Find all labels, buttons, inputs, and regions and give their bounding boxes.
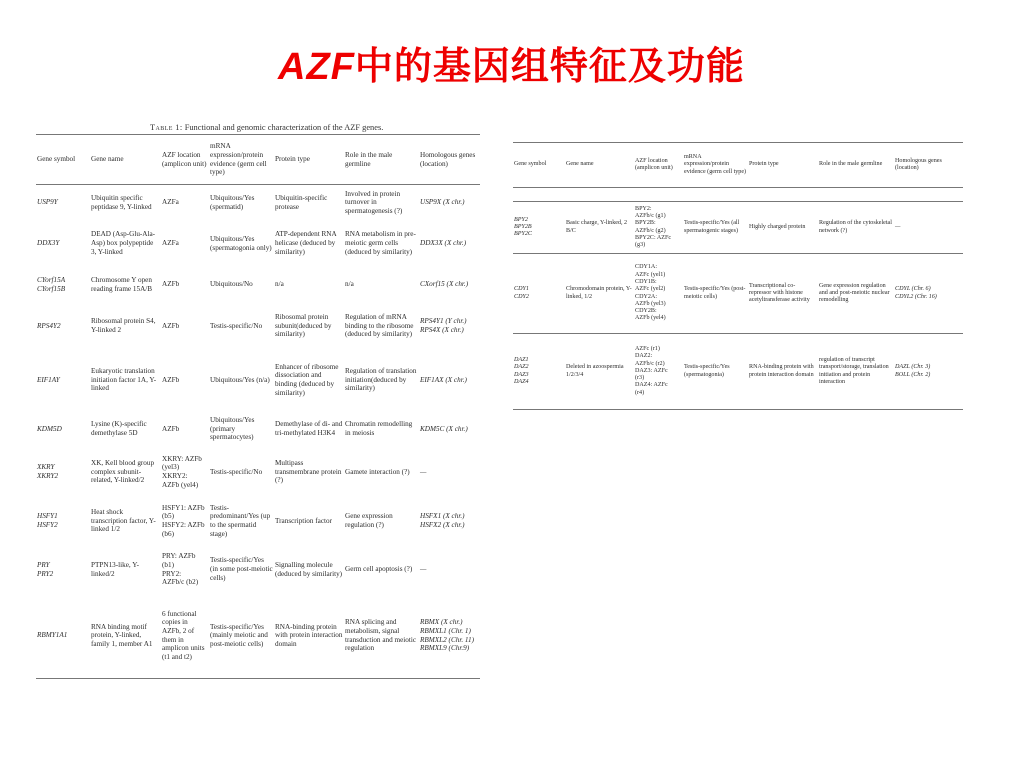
- location-line: BPY2C: AZFc: [635, 234, 672, 241]
- location-line: (b1): [162, 560, 174, 569]
- cell-homolog: [894, 334, 963, 410]
- homolog-line: DDX3X (X chr.): [420, 239, 467, 248]
- table-row: [36, 497, 480, 546]
- cell-homolog: [419, 185, 480, 221]
- cell-location: [634, 202, 683, 254]
- cell-name: PTPN13-like, Y-linked/2: [91, 560, 140, 578]
- cell-role: RNA metabolism in pre-meiotic germ cells (deduced by similarity): [345, 230, 416, 256]
- symbol-line: CYorf15B: [37, 284, 66, 293]
- cell-name: Chromodomain protein, Y-linked, 1/2: [566, 286, 632, 300]
- cell-homolog: [419, 497, 480, 546]
- table-row: [36, 594, 480, 679]
- symbol-line: DAZ1: [514, 356, 529, 363]
- location-line: DAZ4: AZFc: [635, 382, 668, 389]
- cell-expression: Testis-specific/No: [210, 467, 263, 476]
- cell-protein: Demethylase of di- and tri-methylated H3K4: [275, 420, 343, 437]
- cell-location: [161, 303, 209, 350]
- cell-role: Gene expression regulation (?): [345, 512, 393, 529]
- cell-expression: Ubiquitous/Yes (primary spermatocytes): [210, 415, 255, 442]
- cell-role: Gamete interaction (?): [345, 467, 410, 476]
- symbol-line: DDX3Y: [37, 239, 60, 248]
- symbol-line: RPS4Y2: [37, 321, 61, 330]
- role-header: Role in the male germline: [819, 161, 883, 168]
- location-line: AZFa: [162, 198, 179, 207]
- symbol-line: DAZ3: [514, 371, 529, 378]
- location-line: (r3): [635, 375, 645, 382]
- table-header-row: [513, 143, 963, 188]
- cell-name: Eukaryotic translation initiation factor 1A, Y-linked: [91, 366, 157, 393]
- table-row: [36, 267, 480, 303]
- cell-location: [161, 546, 209, 594]
- cell-symbol: [36, 411, 90, 448]
- location-line: AZFb (yel3): [635, 300, 666, 307]
- location-line: AZFb: [162, 424, 180, 433]
- location-line: AZFc (r1): [635, 345, 660, 352]
- cell-symbol: [36, 546, 90, 594]
- cell-name: XK, Kell blood group complex subunit-related, Y-linked/2: [91, 458, 155, 485]
- cell-symbol: [36, 303, 90, 350]
- location-line: AZFb/c (r2): [635, 360, 665, 367]
- symbol-line: HSFY2: [37, 521, 58, 529]
- homolog-line: KDM5C (X chr.): [420, 424, 468, 433]
- location-line: HSFY1: AZFb: [162, 503, 205, 512]
- cell-role: Involved in protein turnover in spermatogenesis (?): [345, 189, 403, 216]
- symbol-line: PRY2: [37, 569, 54, 578]
- location-line: CDY2A:: [635, 293, 658, 300]
- cell-location: [634, 334, 683, 410]
- cell-homolog: [419, 411, 480, 448]
- cell-name: Ribosomal protein S4, Y-linked 2: [91, 317, 156, 334]
- cell-name: Lysine (K)-specific demethylase 5D: [91, 420, 147, 437]
- azf-location-header: AZF location (amplicon unit): [635, 157, 673, 171]
- cell-name: Ubiquitin specific peptidase 9, Y-linked: [91, 194, 152, 211]
- cell-expression: Ubiquitous/Yes (spermatid): [210, 194, 255, 211]
- table-row: [36, 546, 480, 594]
- table-row: [513, 202, 963, 254]
- homolog-line: RBMXL2 (Chr. 11): [420, 635, 474, 644]
- homolog-line: RPS4Y1 (Y chr.): [420, 317, 467, 326]
- cell-symbol: [513, 254, 565, 334]
- gene-name-header: Gene name: [91, 155, 124, 164]
- cell-symbol: [36, 221, 90, 267]
- gene-name-header: Gene name: [566, 161, 594, 168]
- location-line: BPY2:: [635, 205, 652, 212]
- location-line: PRY: AZFb: [162, 552, 196, 561]
- cell-protein: Ribosomal protein subunit(deduced by similarity): [275, 312, 332, 339]
- location-line: AZFc (yel2): [635, 286, 666, 293]
- table-caption-label: Table 1:: [150, 123, 183, 132]
- cell-protein: Transcription factor: [275, 516, 333, 525]
- right-table-image: [513, 142, 963, 410]
- cell-homolog: [419, 448, 480, 497]
- protein-type-header: Protein type: [749, 161, 779, 168]
- cell-homolog: [894, 202, 963, 254]
- cell-name: RNA binding motif protein, Y-linked, family 1, member A1: [91, 622, 153, 649]
- cell-name: Heat shock transcription factor, Y-linked 1/2: [91, 507, 156, 534]
- symbol-line: RBMY1A1: [37, 631, 68, 640]
- cell-expression: Testis-specific/Yes (all spermatogenic stages): [684, 220, 740, 234]
- slide-title: [0, 42, 1023, 90]
- cell-location: [161, 411, 209, 448]
- location-line: DAZ2:: [635, 353, 653, 360]
- symbol-line: BPY2C: [514, 231, 532, 238]
- cell-expression: Testis-specific/Yes (spermatogonia): [684, 364, 730, 378]
- cell-protein: Transcriptional co-repressor with histone acetyltransferase activity: [749, 282, 810, 304]
- location-line: AZFc (yel1): [635, 271, 666, 278]
- table-row: [513, 254, 963, 334]
- table-header-row: [36, 135, 480, 185]
- cell-protein: ATP-dependent RNA helicase (deduced by similarity): [275, 230, 337, 256]
- cell-protein: Highly charged protein: [749, 223, 806, 230]
- cell-expression: Ubiquitous/Yes (n/a): [210, 375, 270, 384]
- table-row: [36, 448, 480, 497]
- homolog-line: CDYL (Chr. 6): [895, 286, 931, 293]
- azf-location-header: AZF location (amplicon unit): [162, 150, 207, 168]
- cell-role: RNA splicing and metabolism, signal transduction and meiotic regulation: [345, 618, 417, 653]
- cell-symbol: [36, 185, 90, 221]
- symbol-line: XKRY2: [37, 472, 59, 480]
- cell-symbol: [513, 334, 565, 410]
- cell-role: regulation of transcript transport/storage, translation initiation and protein interaction: [819, 356, 889, 385]
- location-line: AZFb/c (g2): [635, 227, 666, 234]
- slide-title-latin: AZF: [278, 46, 355, 88]
- location-line: (r4): [635, 389, 645, 396]
- cell-expression: Testis-specific/Yes (post-meiotic cells): [684, 286, 746, 300]
- location-line: AZFb: [162, 321, 180, 330]
- cell-role: Regulation of translation initiation(deduced by similarity): [345, 366, 417, 393]
- table-row: [36, 411, 480, 448]
- cell-name: Chromosome Y open reading frame 15A/B: [91, 275, 153, 293]
- location-line: AZFb: [162, 375, 180, 384]
- cell-role: n/a: [345, 280, 354, 289]
- mrna-expression-header: mRNA expression/protein evidence (germ cell type): [210, 142, 267, 177]
- location-line: (g3): [635, 242, 646, 249]
- location-line: XKRY2:: [162, 472, 188, 480]
- location-line: BPY2B:: [635, 220, 656, 227]
- cell-protein: Ubiquitin-specific protease: [275, 194, 328, 211]
- cell-protein: Enhancer of ribosome dissociation and binding (deduced by similarity): [275, 362, 339, 397]
- location-line: CDY2B:: [635, 308, 657, 315]
- cell-protein: RNA-binding protein with protein interaction domain: [275, 622, 343, 649]
- cell-name: DEAD (Asp-Glu-Ala-Asp) box polypeptide 3, Y-linked: [91, 230, 156, 256]
- location-line: 6 functional copies in AZFb, 2 of them in amplicon units (t1 and t2): [162, 609, 205, 662]
- table-row: [36, 185, 480, 221]
- symbol-line: XKRY: [37, 463, 55, 472]
- homolog-line: DAZL (Chr. 3): [895, 364, 931, 371]
- cell-role: Germ cell apoptosis (?): [345, 565, 413, 574]
- cell-name: Deleted in azoospermia 1/2/3/4: [566, 364, 624, 378]
- cell-role: Regulation of the cytoskeletal network (?): [819, 220, 892, 234]
- cell-protein: Signalling molecule (deduced by similarity): [275, 560, 343, 578]
- symbol-line: EIF1AY: [37, 375, 60, 384]
- cell-role: Gene expression regulation and and post-meiotic nuclear remodelling: [819, 282, 890, 304]
- cell-expression: Testis-specific/Yes (mainly meiotic and post-meiotic cells): [210, 622, 268, 649]
- cell-role: Chromatin remodelling in meiosis: [345, 420, 413, 437]
- location-line: AZFb/c (b2): [162, 578, 199, 587]
- left-table-image: [36, 122, 480, 679]
- cell-location: [161, 594, 209, 679]
- table-spacer-row: [513, 188, 963, 202]
- homolog-line: USP9X (X chr.): [420, 198, 465, 207]
- homolog-line: HSFX1 (X chr.): [420, 512, 465, 521]
- location-line: (b6): [162, 529, 174, 538]
- symbol-line: KDM5D: [37, 424, 62, 433]
- symbol-line: CYorf15A: [37, 275, 66, 284]
- homolog-line: RPS4X (X chr.): [420, 326, 464, 334]
- homolog-line: —: [420, 565, 427, 574]
- table-caption: [150, 122, 480, 134]
- cell-location: [161, 185, 209, 221]
- cell-protein: RNA-binding protein with protein interaction domain: [749, 364, 814, 378]
- location-line: (b5): [162, 512, 174, 521]
- location-line: AZFb (yel4): [635, 315, 666, 322]
- location-line: AZFb/c (g1): [635, 212, 666, 219]
- mrna-expression-header: mRNA expression/protein evidence (germ cell type): [684, 154, 747, 175]
- cell-homolog: [419, 546, 480, 594]
- location-line: XKRY: AZFb: [162, 454, 202, 463]
- location-line: PRY2:: [162, 569, 182, 578]
- cell-location: [161, 448, 209, 497]
- gene-symbol-header: Gene symbol: [514, 161, 547, 168]
- cell-name: Basic charge, Y-linked, 2 B/C: [566, 220, 628, 234]
- cell-location: [161, 497, 209, 546]
- cell-homolog: [419, 303, 480, 350]
- symbol-line: BPY2: [514, 216, 528, 223]
- gene-table: [36, 134, 480, 679]
- gene-symbol-header: Gene symbol: [37, 155, 76, 164]
- cell-symbol: [36, 594, 90, 679]
- location-line: DAZ3: AZFc: [635, 367, 668, 374]
- homolog-line: CDYL2 (Chr. 16): [895, 293, 937, 300]
- homolog-line: —: [895, 223, 901, 230]
- table-row: [36, 350, 480, 411]
- homolog-line: BOLL (Chr. 2): [895, 371, 931, 378]
- cell-symbol: [36, 497, 90, 546]
- symbol-line: CDY2: [514, 293, 529, 300]
- homologous-genes-header: Homologous genes (location): [895, 157, 942, 171]
- cell-homolog: [419, 221, 480, 267]
- cell-protein: Multipass transmembrane protein (?): [275, 458, 342, 485]
- cell-homolog: [419, 267, 480, 303]
- cell-homolog: [419, 594, 480, 679]
- table-row: [36, 221, 480, 267]
- cell-location: [161, 221, 209, 267]
- role-header: Role in the male germline: [345, 150, 393, 168]
- cell-symbol: [36, 448, 90, 497]
- location-line: (yel3): [162, 463, 180, 472]
- cell-protein: n/a: [275, 280, 284, 289]
- cell-symbol: [36, 350, 90, 411]
- homolog-line: CXorf15 (X chr.): [420, 280, 469, 289]
- homolog-line: HSFX2 (X chr.): [420, 521, 465, 529]
- symbol-line: DAZ2: [514, 364, 529, 371]
- cell-expression: Ubiquitous/Yes (spermatogonia only): [210, 234, 272, 252]
- cell-expression: Testis-predominant/Yes (up to the spermatid stage): [210, 503, 271, 538]
- homolog-line: RBMX (X chr.): [420, 618, 463, 627]
- cell-homolog: [894, 254, 963, 334]
- homolog-line: EIF1AX (X chr.): [420, 375, 467, 384]
- cell-expression: Testis-specific/Yes (in some post-meiotic cells): [210, 556, 273, 582]
- location-line: CDY1A:: [635, 264, 658, 271]
- cell-symbol: [36, 267, 90, 303]
- location-line: HSFY2: AZFb: [162, 521, 205, 529]
- location-line: AZFb: [162, 280, 180, 289]
- symbol-line: USP9Y: [37, 198, 58, 207]
- cell-symbol: [513, 202, 565, 254]
- homolog-line: RBMXL1 (Chr. 1): [420, 627, 471, 636]
- slide-title-cjk: 中的基因组特征及功能: [354, 44, 745, 88]
- symbol-line: BPY2B: [514, 223, 532, 230]
- cell-expression: Ubiquitous/No: [210, 280, 253, 289]
- symbol-line: DAZ4: [514, 378, 529, 385]
- gene-table-continued: [513, 142, 963, 410]
- location-line: AZFa: [162, 239, 179, 248]
- cell-location: [634, 254, 683, 334]
- table-row: [513, 334, 963, 410]
- symbol-line: CDY1: [514, 286, 529, 293]
- cell-location: [161, 350, 209, 411]
- cell-expression: Testis-specific/No: [210, 321, 263, 330]
- homolog-line: —: [420, 467, 427, 476]
- cell-location: [161, 267, 209, 303]
- homolog-line: RBMXL9 (Chr.9): [420, 644, 470, 653]
- symbol-line: HSFY1: [37, 512, 58, 521]
- table-caption-text: Functional and genomic characterization of the AZF genes.: [184, 123, 384, 132]
- location-line: CDY1B:: [635, 278, 657, 285]
- location-line: AZFb (yel4): [162, 480, 199, 489]
- cell-homolog: [419, 350, 480, 411]
- homologous-genes-header: Homologous genes (location): [420, 150, 476, 168]
- table-row: [36, 303, 480, 350]
- symbol-line: PRY: [37, 560, 50, 569]
- protein-type-header: Protein type: [275, 155, 310, 164]
- cell-role: Regulation of mRNA binding to the ribosome (deduced by similarity): [345, 312, 414, 339]
